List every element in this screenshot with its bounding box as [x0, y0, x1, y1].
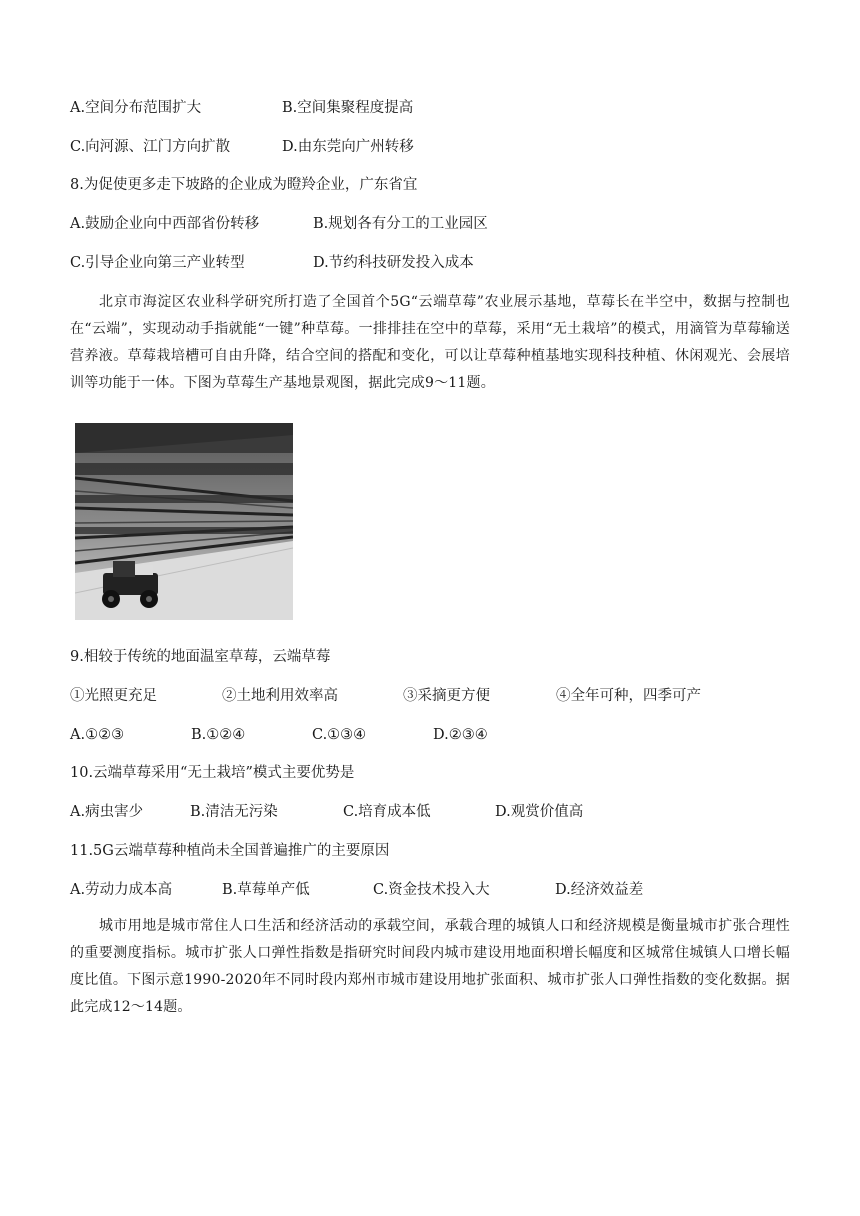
- q11-option-c: C.资金技术投入大: [373, 882, 490, 898]
- q9-option-b: B.①②④: [191, 727, 246, 743]
- q8-option-c: C.引导企业向第三产业转型: [70, 255, 245, 271]
- q8-option-a: A.鼓励企业向中西部省份转移: [70, 216, 260, 232]
- q9-item-2: ②土地利用效率高: [222, 688, 338, 704]
- q9-item-4: ④全年可种，四季可产: [556, 688, 701, 704]
- q11-option-b: B.草莓单产低: [222, 882, 310, 898]
- passage-strawberry: 北京市海淀区农业科学研究所打造了全国首个5G“云端草莓”农业展示基地，草莓长在半空中，数据与控制也在“云端”，实现动动手指就能“一键”种草莓。一排排挂在空中的草莓，采用“无土栽培”的模式，用滴管为草莓输送营养液。草莓栽培槽可自由升降，结合空间的搭配和变化，可以让草莓种植基地实现科技种植、休闲观光、会展培训等功能于一体。下图为草莓生产基地景观图，据此完成9～11题。: [70, 294, 790, 391]
- q10-option-c: C.培育成本低: [343, 804, 431, 820]
- q7-option-d: D.由东莞向广州转移: [282, 139, 414, 155]
- q10-option-b: B.清洁无污染: [190, 804, 278, 820]
- q7-option-b: B.空间集聚程度提高: [282, 100, 414, 116]
- q8-option-b: B.规划各有分工的工业园区: [313, 216, 488, 232]
- q9-option-c: C.①③④: [312, 727, 367, 743]
- q7-option-c: C.向河源、江门方向扩散: [70, 139, 231, 155]
- q9-option-a: A.①②③: [70, 727, 125, 743]
- q8-stem: 8.为促使更多走下坡路的企业成为瞪羚企业，广东省宜: [70, 177, 418, 193]
- q9-stem: 9.相较于传统的地面温室草莓，云端草莓: [70, 649, 331, 665]
- q9-item-3: ③采摘更方便: [403, 688, 490, 704]
- q11-option-a: A.劳动力成本高: [70, 882, 173, 898]
- passage-urban-land: 城市用地是城市常住人口生活和经济活动的承载空间，承载合理的城镇人口和经济规模是衡量城市扩张合理性的重要测度指标。城市扩张人口弹性指数是指研究时间段内城市建设用地面积增长幅度和区城常住城镇人口增长幅度比值。下图示意1990-2020年不同时段内郑州市城市建设用地扩张面积、城市扩张人口弹性指数的变化数据。据此完成12～14题。: [70, 918, 790, 1015]
- q10-option-d: D.观赏价值高: [495, 804, 584, 820]
- q11-option-d: D.经济效益差: [555, 882, 644, 898]
- q7-option-a: A.空间分布范围扩大: [70, 100, 202, 116]
- q10-option-a: A.病虫害少: [70, 804, 144, 820]
- strawberry-greenhouse-photo: [75, 423, 293, 620]
- q8-option-d: D.节约科技研发投入成本: [313, 255, 474, 271]
- q9-item-1: ①光照更充足: [70, 688, 157, 704]
- q11-stem: 11.5G云端草莓种植尚未全国普遍推广的主要原因: [70, 843, 390, 859]
- q10-stem: 10.云端草莓采用“无土栽培”模式主要优势是: [70, 765, 355, 781]
- q9-option-d: D.②③④: [433, 727, 488, 743]
